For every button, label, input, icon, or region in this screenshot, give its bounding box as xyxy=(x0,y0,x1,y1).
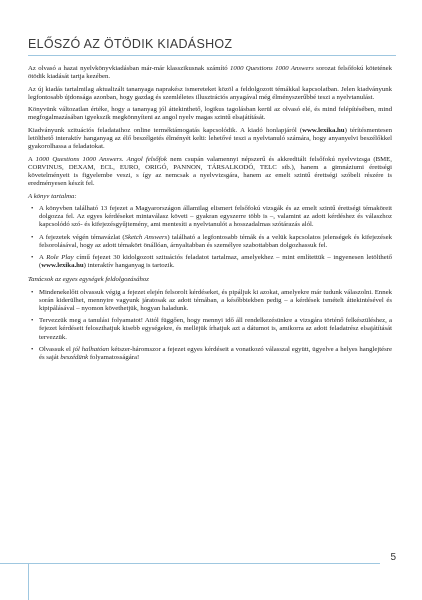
website-reference: www.lexika.hu xyxy=(41,262,84,270)
book-title: 1000 Questions 1000 Answers. Angol felsőfok xyxy=(35,155,167,163)
book-series-title: 1000 Questions 1000 Answers xyxy=(229,65,314,72)
intro-paragraph-3: Könyvünk változatlan értéke, hogy a tananyag jól áttekinthető, logikus tagolásban kerül az olvasó elé, és mind felépítésében, mind megfogalmazásában igyekszik megkönnyíteni az angol nyelv magas szintű elsajátítását. xyxy=(28,106,392,122)
tips-list xyxy=(28,289,392,363)
intro-paragraph-1: Az olvasó a hazai nyelvkönyvkiadásban már-már klasszikusnak számító 1000 Questions 1000 Answers sorozat felsőfokú kötetének ötödik kiadását tartja kezében. xyxy=(28,65,392,81)
contents-heading: A könyv tartalma: xyxy=(28,192,77,200)
footer-rule xyxy=(28,563,380,564)
intro-paragraph-4: Kiadványunk szituációs feladataihoz online terméktámogatás kapcsolódik. A kiadó honlapjáról (www.lexika.hu) térítésmentesen letölthető interaktív hanganyag az élő beszélgetés élményét kelti: lehetővé teszi a nyelvtanuló számára, hogy anyanyelvi beszélőkkel gyakorolhassa a feladatokat. xyxy=(28,127,392,151)
intro-paragraph-5: A 1000 Questions 1000 Answers. Angol felsőfok nem csupán valamennyi népszerű és akkreditált felsőfokú nyelvvizsga (BME, CORVINUS, DEXAM, ECL, EURO, ORIGÓ, PANNON, TÁRSALKODÓ, TELC stb.), hanem a gimnáziumi érettségi követelményeit is figyelembe veszi, s így az nemcsak a nyelvvizsgára, hanem az emelt szintű érettségi szóbeli részére is eredményesen készít fel. xyxy=(28,155,392,188)
list-item: • A Role Play című fejezet 30 kidolgozott szituációs feladatot tartalmaz, amelyekhez – mint említettük – ingyenesen letölthető (www.lexika.hu) interaktív hanganyag is tartozik. xyxy=(28,254,392,270)
intro-paragraph-2: Az új kiadás tartalmilag aktualizált tananyaga naprakész ismereteket közöl a feldolgozott témákkal kapcsolatban. Jelen kiadványunk legfontosabb újdonsága azonban, hogy gazdag és szemléletes illusztrációs anyagával még élményszerűbbé teszi a nyelvtanulást. xyxy=(28,85,392,101)
contents-list xyxy=(28,205,392,271)
list-item: • Mindenekelőtt olvassuk végig a fejezet elején felsorolt kérdéseket, és pipáljuk ki azokat, amelyekre már tudunk válaszolni. Ennek során kiderülhet, mennyire vagyunk járatosak az adott témában, a későbbiekben pedig – a kérdések ismételt áttekintésével és kipipálásával – nyomon követhetjük, hogyan haladunk. xyxy=(28,289,392,313)
page-title: ELŐSZÓ AZ ÖTÖDIK KIADÁSHOZ xyxy=(28,37,233,51)
page-number: 5 xyxy=(390,552,396,563)
body-text xyxy=(28,65,392,368)
list-item: • A fejezetek végén témavázlat (Sketch Answers) található a legfontosabb témák és a velük kapcsolatos jelenségek és kifejezések felsorolásával, hogy az adott témakört önállóan, árnyaltabban és személyre szabottabban dolgozhassuk fel. xyxy=(28,234,392,250)
list-item: • Tervezzük meg a tanulási folyamatot! Attól függően, hogy mennyi idő áll rendelkezésünkre a vizsgára történő felkészüléshez, a fejezet kérdéseit feloszthatjuk kisebb egységekre, és mellėjük írhatjuk azt a dátumot is, amikorra az adott feladatrész elsajátítását tervezzük. xyxy=(28,317,392,341)
tips-heading: Tanácsok az egyes egységek feldolgozásához xyxy=(28,276,149,284)
list-item: • A könyvben található 13 fejezet a Magyarországon államilag elismert felsőfokú vizsgák és az emelt szintű érettségi témaköreit dolgozza fel. Az egyes kérdéseket mintaválasz követi – gyakran egyszerre több is –, valamint az adott kérdéshez és válaszhoz kapcsolódó szó- és kifejezésgyűjtemény, ami mentesíti a nyelvtanulót a hosszadalmas szótárazás alól. xyxy=(28,205,392,229)
footer-vertical-line xyxy=(28,563,29,600)
website-reference: www.lexika.hu xyxy=(302,127,345,135)
title-underline xyxy=(28,55,396,56)
footer-corner-line xyxy=(0,563,28,564)
list-item: • Olvassuk el jól halhatóan kétszer-háromszor a fejezet egyes kérdéseit a vonatkozó válasszal együtt, ügyelve a helyes hanglejtésre és saját beszédünk folyamatosságára! xyxy=(28,346,392,362)
